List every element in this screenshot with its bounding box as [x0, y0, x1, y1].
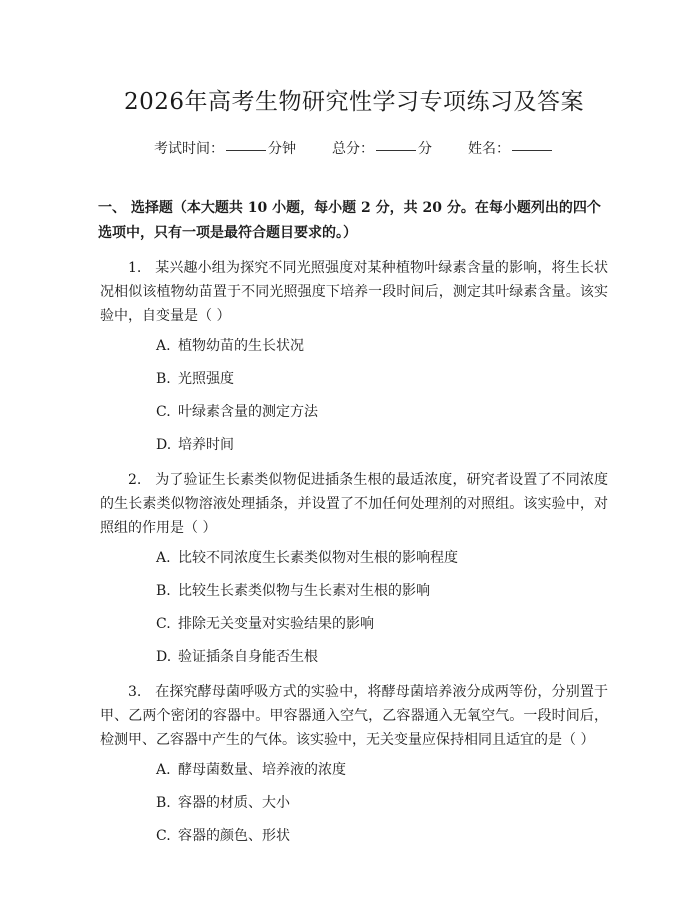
- exam-time-field: [154, 138, 296, 158]
- section-heading: 一、 选择题（本大题共 10 小题，每小题 2 分，共 20 分。在每小题列出的四个选项中，只有一项是最符合题目要求的。）: [98, 200, 601, 241]
- question-item: [100, 680, 608, 846]
- answer-option[interactable]: [156, 369, 608, 389]
- option-label: C.: [156, 828, 171, 844]
- total-score-blank: [376, 150, 416, 151]
- question-list: [100, 256, 608, 846]
- question-number: 1.: [128, 260, 142, 276]
- option-text: 验证插条自身能否生根: [178, 649, 318, 665]
- answer-option[interactable]: [156, 793, 608, 813]
- option-label: A.: [156, 338, 171, 354]
- answer-option[interactable]: [156, 435, 608, 455]
- option-label: B.: [156, 583, 171, 599]
- total-score-field: [332, 138, 432, 158]
- question-stem: [100, 256, 608, 328]
- question-stem: [100, 468, 608, 540]
- total-score-unit: 分: [418, 141, 432, 157]
- question-number: 2.: [128, 472, 142, 488]
- answer-option[interactable]: [156, 548, 608, 568]
- option-text: 比较生长素类似物与生长素对生根的影响: [178, 583, 430, 599]
- option-text: 叶绿素含量的测定方法: [178, 404, 318, 420]
- answer-option[interactable]: [156, 336, 608, 356]
- exam-meta: [100, 138, 608, 158]
- option-text: 容器的材质、大小: [178, 795, 290, 811]
- option-list: [100, 336, 608, 455]
- option-list: [100, 548, 608, 667]
- option-text: 培养时间: [178, 437, 234, 453]
- option-label: D.: [156, 437, 172, 453]
- name-label: 姓名：: [468, 141, 510, 157]
- exam-time-blank: [226, 150, 266, 151]
- option-label: A.: [156, 550, 171, 566]
- question-item: [100, 468, 608, 667]
- question-text: 为了验证生长素类似物促进插条生根的最适浓度，研究者设置了不同浓度的生长素类似物溶液处理插条，并设置了不加任何处理剂的对照组。该实验中，对照组的作用是（ ）: [100, 472, 609, 536]
- question-text: 在探究酵母菌呼吸方式的实验中，将酵母菌培养液分成两等份，分别置于甲、乙两个密闭的容器中。甲容器通入空气，乙容器通入无氧空气。一段时间后，检测甲、乙容器中产生的气体。该实验中，无关变量应保持相同且适宜的是（ ）: [100, 684, 609, 748]
- answer-option[interactable]: [156, 647, 608, 667]
- option-text: 排除无关变量对实验结果的影响: [178, 616, 374, 632]
- option-label: B.: [156, 795, 171, 811]
- page-title: 2026年高考生物研究性学习专项练习及答案: [123, 89, 585, 115]
- name-field: [468, 138, 554, 158]
- option-label: C.: [156, 616, 171, 632]
- option-label: A.: [156, 762, 171, 778]
- option-text: 比较不同浓度生长素类似物对生根的影响程度: [178, 550, 458, 566]
- total-score-label: 总分：: [332, 141, 374, 157]
- option-list: [100, 760, 608, 846]
- answer-option[interactable]: [156, 826, 608, 846]
- option-label: C.: [156, 404, 171, 420]
- question-stem: [100, 680, 608, 752]
- answer-option[interactable]: [156, 402, 608, 422]
- option-text: 容器的颜色、形状: [178, 828, 290, 844]
- option-text: 光照强度: [178, 371, 234, 387]
- question-text: 某兴趣小组为探究不同光照强度对某种植物叶绿素含量的影响，将生长状况相似该植物幼苗置于不同光照强度下培养一段时间后，测定其叶绿素含量。该实验中，自变量是（ ）: [100, 260, 609, 324]
- answer-option[interactable]: [156, 581, 608, 601]
- exam-time-label: 考试时间：: [154, 141, 224, 157]
- option-text: 酵母菌数量、培养液的浓度: [178, 762, 346, 778]
- name-blank: [512, 150, 552, 151]
- question-number: 3.: [128, 684, 142, 700]
- option-label: B.: [156, 371, 171, 387]
- option-label: D.: [156, 649, 172, 665]
- answer-option[interactable]: [156, 614, 608, 634]
- exam-time-unit: 分钟: [268, 141, 296, 157]
- question-item: [100, 256, 608, 455]
- option-text: 植物幼苗的生长状况: [178, 338, 304, 354]
- answer-option[interactable]: [156, 760, 608, 780]
